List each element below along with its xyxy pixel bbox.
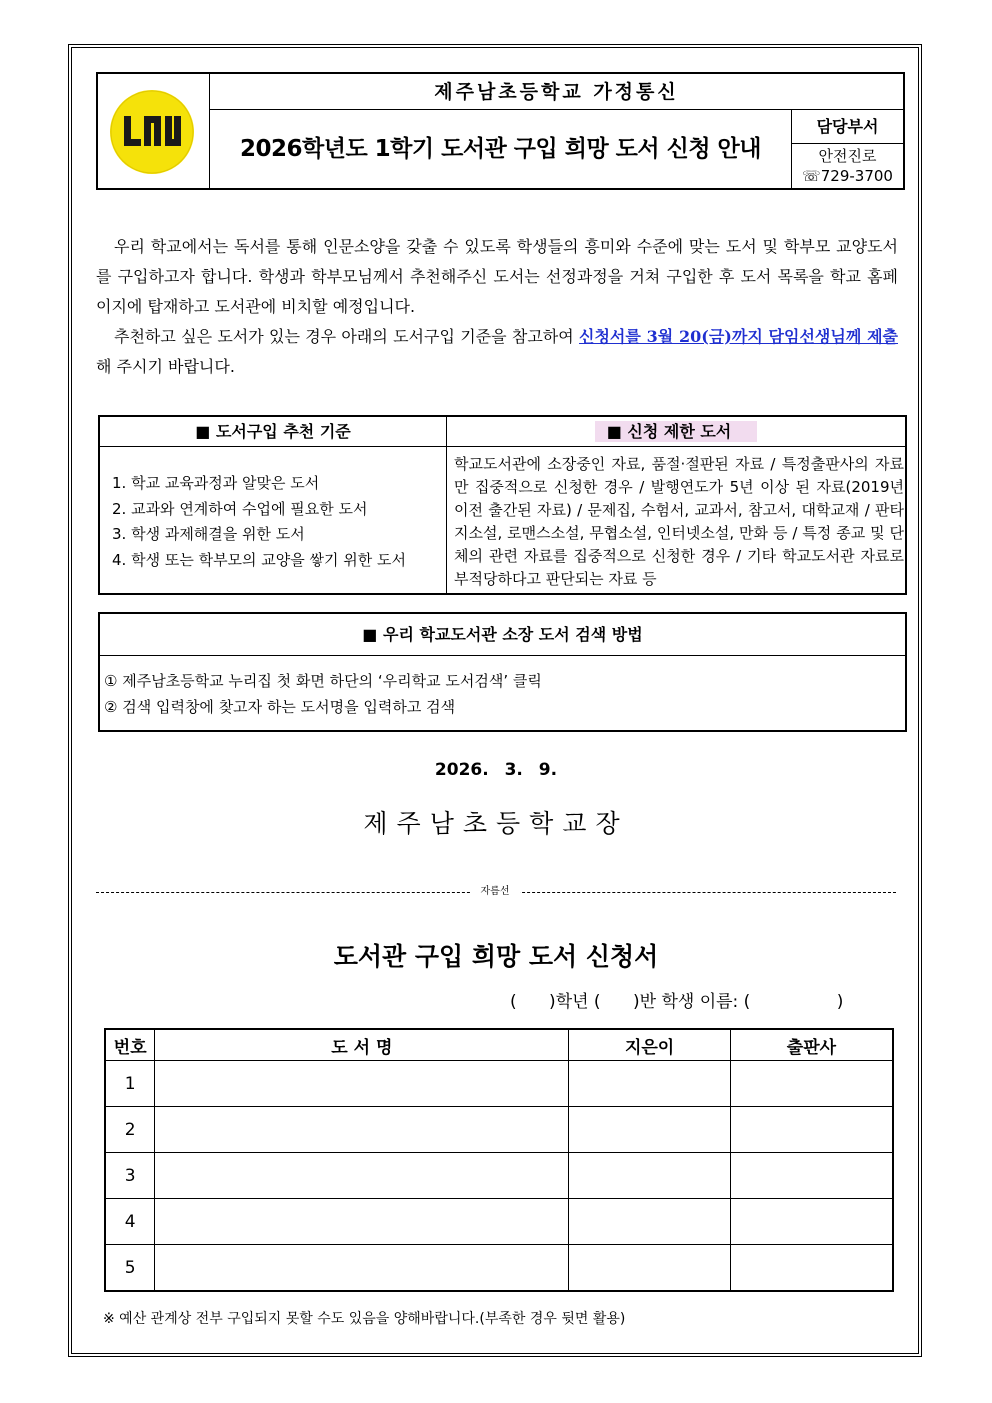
notice-title: 2026학년도 1학기 도서관 구입 희망 도서 신청 안내: [210, 110, 792, 188]
search-method-box: [98, 612, 907, 732]
author-cell[interactable]: [569, 1061, 731, 1107]
author-cell[interactable]: [569, 1245, 731, 1292]
row-number: 2: [105, 1107, 155, 1153]
restricted-books-text: 학교도서관에 소장중인 자료, 품절·절판된 자료 / 특정출판사의 자료만 집중적으로 신청한 경우 / 발행연도가 5년 이상 된 자료(2019년 이전 출간된 자료) / 문제집, 수험서, 교과서, 참고서, 대학교재 / 판타지소설, 로맨스소설, 무협소설, 인터넷소설, 만화 등 / 특정 종교 및 단체의 관련 자료를 집중적으로 신청한 경우 / 기타 학교도서관 자료로 부적당하다고 판단되는 자료 등: [454, 455, 904, 588]
letter-header: [96, 72, 905, 190]
submission-deadline-highlight: 신청서를 3월 20(금)까지 담임선생님께 제출: [579, 327, 898, 346]
author-cell[interactable]: [569, 1199, 731, 1245]
table-row: [105, 1245, 893, 1292]
search-method-heading: ■ 우리 학교도서관 소장 도서 검색 방법: [100, 614, 905, 656]
restricted-heading-cell: [447, 417, 905, 447]
row-number: 3: [105, 1153, 155, 1199]
school-logo: [110, 90, 194, 174]
dept-phone: ☏729-3700: [802, 167, 893, 185]
intro-paragraph-2: [96, 322, 898, 382]
recommend-criteria-heading: ■ 도서구입 추천 기준: [100, 417, 447, 447]
criteria-list: [112, 471, 406, 573]
criteria-item: 2. 교과와 연계하여 수업에 필요한 도서: [112, 499, 368, 518]
intro-text: [96, 232, 898, 382]
issue-date: 2026. 3. 9.: [434, 760, 558, 780]
school-newsletter-name: 제주남초등학교 가정통신: [210, 74, 903, 110]
criteria-item: 3. 학생 과제해결을 위한 도서: [112, 525, 305, 543]
table-row: [105, 1199, 893, 1245]
book-title-cell[interactable]: [155, 1245, 569, 1292]
table-row: [105, 1153, 893, 1199]
search-step: ① 제주남초등학교 누리집 첫 화면 하단의 ‘우리학교 도서검색’ 클릭: [104, 672, 542, 690]
book-title-cell[interactable]: [155, 1061, 569, 1107]
publisher-cell[interactable]: [730, 1107, 893, 1153]
cut-line-label: 자름선: [470, 885, 520, 899]
criteria-item: 1. 학교 교육과정과 알맞은 도서: [112, 474, 320, 492]
author-cell[interactable]: [569, 1107, 731, 1153]
intro-paragraph-1: 우리 학교에서는 독서를 통해 인문소양을 갖출 수 있도록 학생들의 흥미와 수준에 맞는 도서 및 학부모 교양도서를 구입하고자 합니다. 학생과 학부모님께서 추천해주신 도서는 선정과정을 거쳐 구입한 후 도서 목록을 학교 홈페이지에 탑재하고 도서관에 비치할 예정입니다.: [96, 237, 898, 316]
column-header-title: 도 서 명: [155, 1029, 569, 1061]
budget-note: ※ 예산 관계상 전부 구입되지 못할 수도 있음을 양해바랍니다.(부족한 경우 뒷면 활용): [103, 1311, 626, 1327]
student-info-line[interactable]: ( )학년 ( )반 학생 이름: ( ): [510, 992, 844, 1012]
publisher-cell[interactable]: [730, 1153, 893, 1199]
column-header-publisher: 출판사: [730, 1029, 893, 1061]
publisher-cell[interactable]: [730, 1061, 893, 1107]
column-header-number: 번호: [105, 1029, 155, 1061]
row-number: 1: [105, 1061, 155, 1107]
column-header-author: 지은이: [569, 1029, 731, 1061]
intro-p2-before: 추천하고 싶은 도서가 있는 경우 아래의 도서구입 기준을 참고하여: [114, 327, 580, 346]
search-steps: [104, 668, 542, 720]
logo-cell: [98, 74, 210, 188]
book-request-table: [104, 1028, 894, 1292]
form-title: 도서관 구입 희망 도서 신청서: [333, 942, 659, 971]
search-step: ② 검색 입력창에 찾고자 하는 도서명을 입력하고 검색: [104, 698, 456, 716]
restricted-heading: ■ 신청 제한 도서: [595, 421, 758, 442]
school-logo-mark-icon: [110, 90, 194, 174]
table-row: [105, 1061, 893, 1107]
principal-signature: 제주남초등학교장: [363, 809, 629, 838]
book-title-cell[interactable]: [155, 1153, 569, 1199]
dept-name: 안전진로: [818, 147, 877, 165]
intro-p2-after: 해 주시기 바랍니다.: [96, 357, 235, 376]
publisher-cell[interactable]: [730, 1199, 893, 1245]
table-row: [105, 1107, 893, 1153]
book-title-cell[interactable]: [155, 1107, 569, 1153]
row-number: 5: [105, 1245, 155, 1292]
book-title-cell[interactable]: [155, 1199, 569, 1245]
criteria-list-cell: [100, 447, 447, 593]
dept-label: 담당부서: [792, 110, 903, 144]
row-number: 4: [105, 1199, 155, 1245]
criteria-item: 4. 학생 또는 학부모의 교양을 쌓기 위한 도서: [112, 550, 407, 569]
author-cell[interactable]: [569, 1153, 731, 1199]
criteria-table: [98, 415, 907, 595]
publisher-cell[interactable]: [730, 1245, 893, 1292]
table-header-row: [105, 1029, 893, 1061]
